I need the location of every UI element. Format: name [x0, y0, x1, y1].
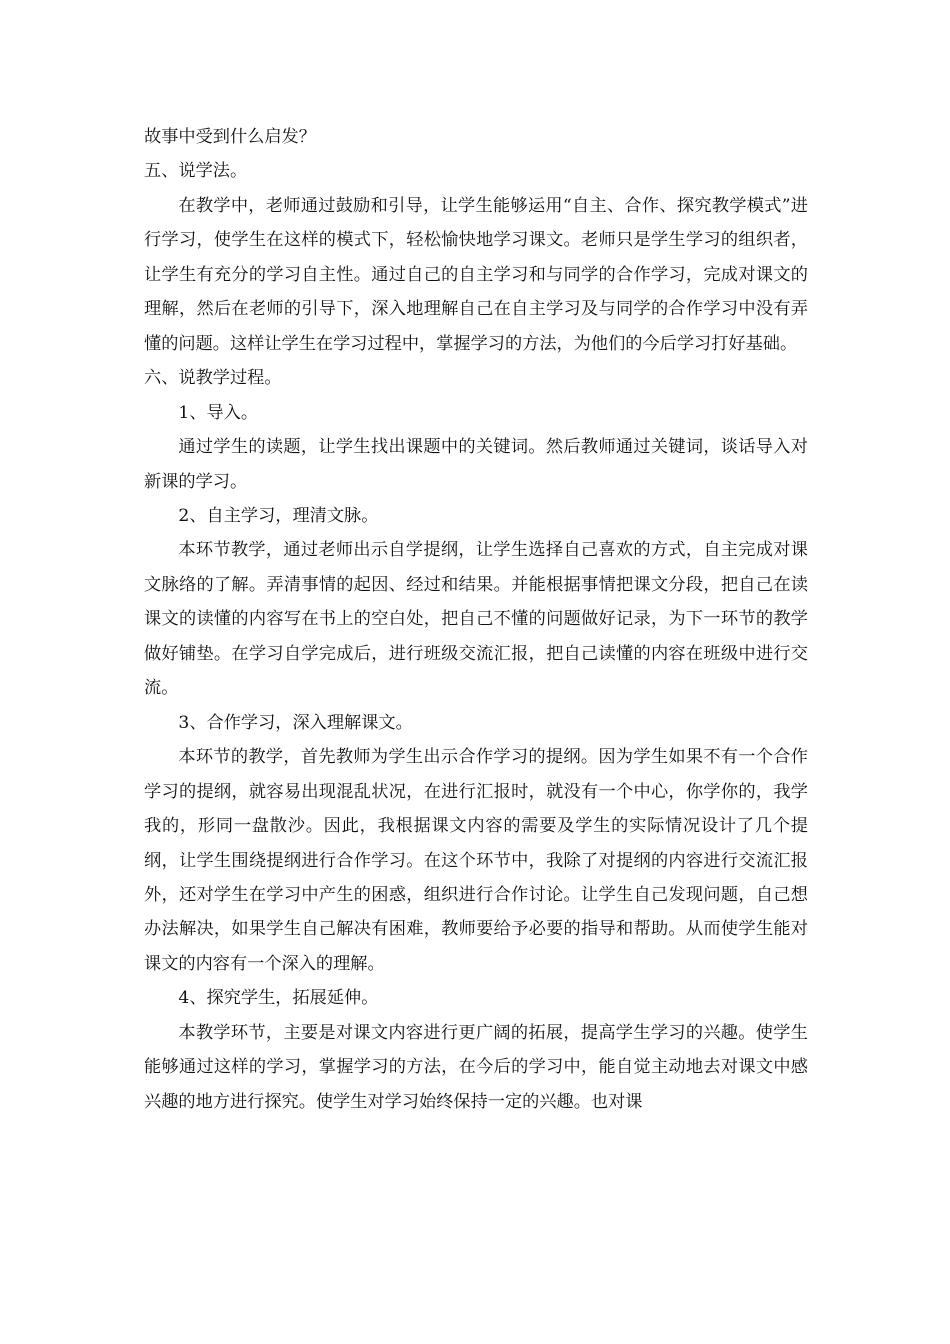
paragraph-continuation: 故事中受到什么启发？ [144, 127, 316, 147]
section-heading-learning-method: 五、说学法。 [144, 161, 248, 182]
body-text [144, 120, 808, 1119]
section-heading-teaching-process: 六、说教学过程。 [144, 368, 282, 389]
subheading-exploration: 4、探究学生，拓展延伸。 [178, 988, 379, 1009]
paragraph-exploration: 本教学环节，主要是对课文内容进行更广阔的拓展，提高学生学习的兴趣。使学生能够通过这样的学习，掌握学习的方法，在今后的学习中，能自觉主动地去对课文中感兴趣的地方进行探究。使学生对学习始终保持一定的兴趣。也对课 [144, 1022, 808, 1112]
paragraph-learning-method: 在教学中，老师通过鼓励和引导，让学生能够运用“自主、合作、探究教学模式”进行学习，使学生在这样的模式下，轻松愉快地学习课文。老师只是学生学习的组织者，让学生有充分的学习自主性。通过自己的自主学习和与同学的合作学习，完成对课文的理解，然后在老师的引导下，深入地理解自己在自主学习及与同学的合作学习中没有弄懂的问题。这样让学生在学习过程中，掌握学习的方法，为他们的今后学习打好基础。 [144, 195, 808, 354]
paragraph-self-study: 本环节教学，通过老师出示自学提纲，让学生选择自己喜欢的方式，自主完成对课文脉络的了解。弄清事情的起因、经过和结果。并能根据事情把课文分段，把自己在读课文的读懂的内容写在书上的空白处，把自己不懂的问题做好记录，为下一环节的教学做好铺垫。在学习自学完成后，进行班级交流汇报，把自己读懂的内容在班级中进行交流。 [144, 540, 808, 699]
subheading-introduction: 1、导入。 [178, 402, 259, 423]
paragraph-cooperative-study: 本环节的教学，首先教师为学生出示合作学习的提纲。因为学生如果不有一个合作学习的提纲，就容易出现混乱状况，在进行汇报时，就没有一个中心，你学你的，我学我的，形同一盘散沙。因此，我根据课文内容的需要及学生的实际情况设计了几个提纲，让学生围绕提纲进行合作学习。在这个环节中，我除了对提纲的内容进行交流汇报外，还对学生在学习中产生的困惑，组织进行合作讨论。让学生自己发现问题，自己想办法解决，如果学生自己解决有困难，教师要给予必要的指导和帮助。从而使学生能对课文的内容有一个深入的理解。 [144, 747, 808, 974]
subheading-self-study: 2、自主学习，理清文脉。 [178, 505, 379, 526]
paragraph-introduction: 通过学生的读题，让学生找出课题中的关键词。然后教师通过关键词，谈话导入对新课的学习。 [144, 437, 808, 492]
subheading-cooperative-study: 3、合作学习，深入理解课文。 [178, 712, 413, 733]
